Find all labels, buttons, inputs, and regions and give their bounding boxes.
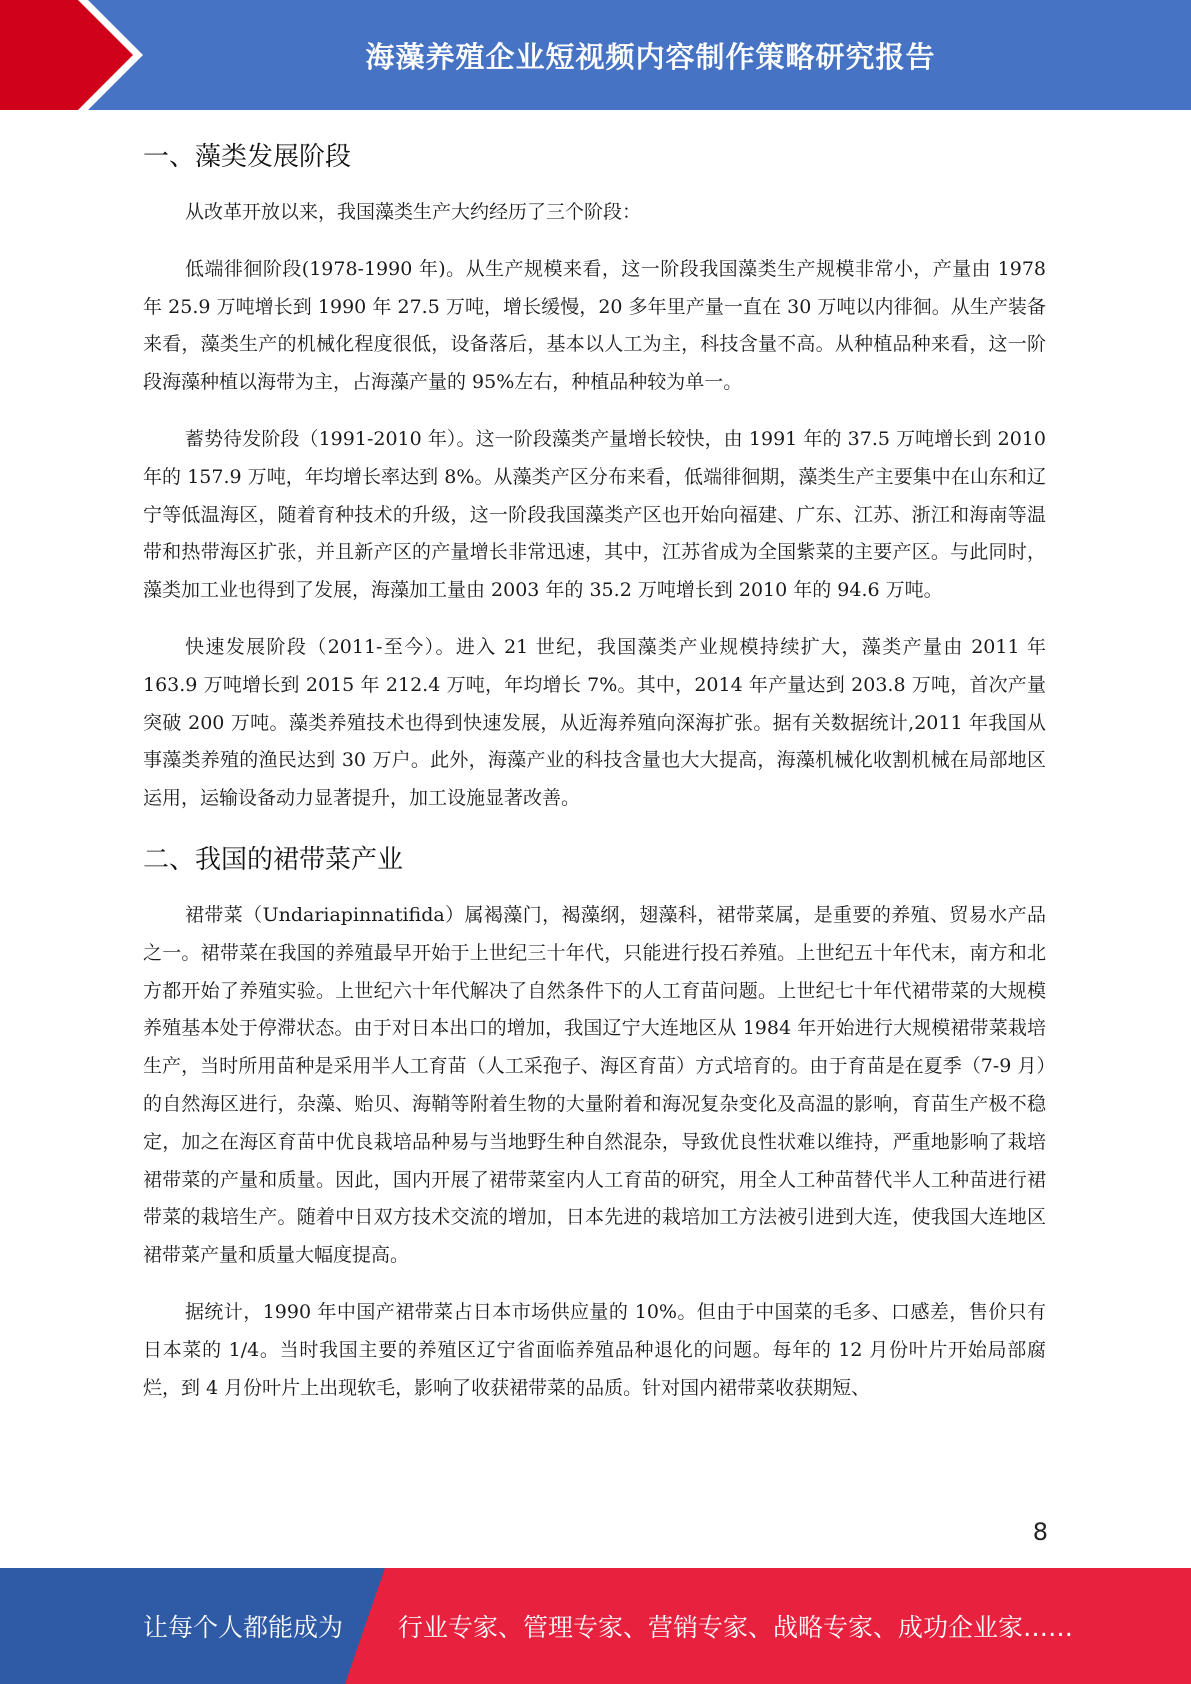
footer-slogan-right: 行业专家、管理专家、营销专家、战略专家、成功企业家…… [398,1613,1074,1642]
page-footer [0,1568,1191,1684]
paragraph: 从改革开放以来，我国藻类生产大约经历了三个阶段： [185,201,642,223]
main-content [143,128,1046,1407]
section-heading: 一、藻类发展阶段 [143,142,352,172]
document-title: 海藻养殖企业短视频内容制作策略研究报告 [365,39,936,74]
page-number: 8 [1032,1518,1048,1546]
footer-slogan-left: 让每个人都能成为 [143,1613,344,1642]
paragraph: 蓄势待发阶段（1991-2010 年）。这一阶段藻类产量增长较快，由 1991 年的 37.5 万吨增长到 2010 年的 157.9 万吨，年均增长率达到 8%。从藻类产区分布来看，低端徘徊期，藻类生产主要集中在山东和辽宁等低温海区，随着育种技术的升级，这一阶段我国藻类产区也开始向福建、广东、江苏、浙江和海南等温带和热带海区扩张，并且新产区的产量增长非常迅速，其中，江苏省成为全国紫菜的主要产区。与此同时，藻类加工业也得到了发展，海藻加工量由 2003 年的 35.2 万吨增长到 2010 年的 94.6 万吨。 [143,427,1046,602]
paragraph: 据统计，1990 年中国产裙带菜占日本市场供应量的 10%。但由于中国菜的毛多、口感差，售价只有日本菜的 1/4。当时我国主要的养殖区辽宁省面临养殖品种退化的问题。每年的 12 月份叶片开始局部腐烂，到 4 月份叶片上出现软毛，影响了收获裙带菜的品质。针对国内裙带菜收获期短、 [143,1300,1046,1399]
paragraph: 快速发展阶段（2011-至今）。进入 21 世纪，我国藻类产业规模持续扩大，藻类产量由 2011 年 163.9 万吨增长到 2015 年 212.4 万吨，年均增长 7%。其中，2014 年产量达到 203.8 万吨，首次产量突破 200 万吨。藻类养殖技术也得到快速发展，从近海养殖向深海扩张。据有关数据统计,2011 年我国从事藻类养殖的渔民达到 30 万户。此外，海藻产业的科技含量也大大提高，海藻机械化收割机械在局部地区运用，运输设备动力显著提升，加工设施显著改善。 [143,635,1046,810]
section-heading: 二、我国的裙带菜产业 [143,844,404,875]
paragraph: 低端徘徊阶段(1978-1990 年)。从生产规模来看，这一阶段我国藻类生产规模非常小，产量由 1978 年 25.9 万吨增长到 1990 年 27.5 万吨，增长缓慢，20 多年里产量一直在 30 万吨以内徘徊。从生产装备来看，藻类生产的机械化程度很低，设备落后，基本以人工为主，科技含量不高。从种植品种来看，这一阶段海藻种植以海带为主，占海藻产量的 95%左右，种植品种较为单一。 [143,257,1046,394]
page-header [0,0,1191,110]
red-arrow-decoration [0,0,150,110]
paragraph: 裙带菜（Undariapinnatifida）属褐藻门，褐藻纲，翅藻科，裙带菜属，是重要的养殖、贸易水产品之一。裙带菜在我国的养殖最早开始于上世纪三十年代，只能进行投石养殖。上世纪五十年代末，南方和北方都开始了养殖实验。上世纪六十年代解决了自然条件下的人工育苗问题。上世纪七十年代裙带菜的大规模养殖基本处于停滞状态。由于对日本出口的增加，我国辽宁大连地区从 1984 年开始进行大规模裙带菜栽培生产，当时所用苗种是采用半人工育苗（人工采孢子、海区育苗）方式培育的。由于育苗是在夏季（7-9 月）的自然海区进行，杂藻、贻贝、海鞘等附着生物的大量附着和海况复杂变化及高温的影响，育苗生产极不稳定，加之在海区育苗中优良栽培品种易与当地野生种自然混杂，导致优良性状难以维持，严重地影响了栽培裙带菜的产量和质量。因此，国内开展了裙带菜室内人工育苗的研究，用全人工种苗替代半人工种苗进行裙带菜的栽培生产。随着中日双方技术交流的增加，日本先进的栽培加工方法被引进到大连，使我国大连地区裙带菜产量和质量大幅度提高。 [143,903,1046,1267]
